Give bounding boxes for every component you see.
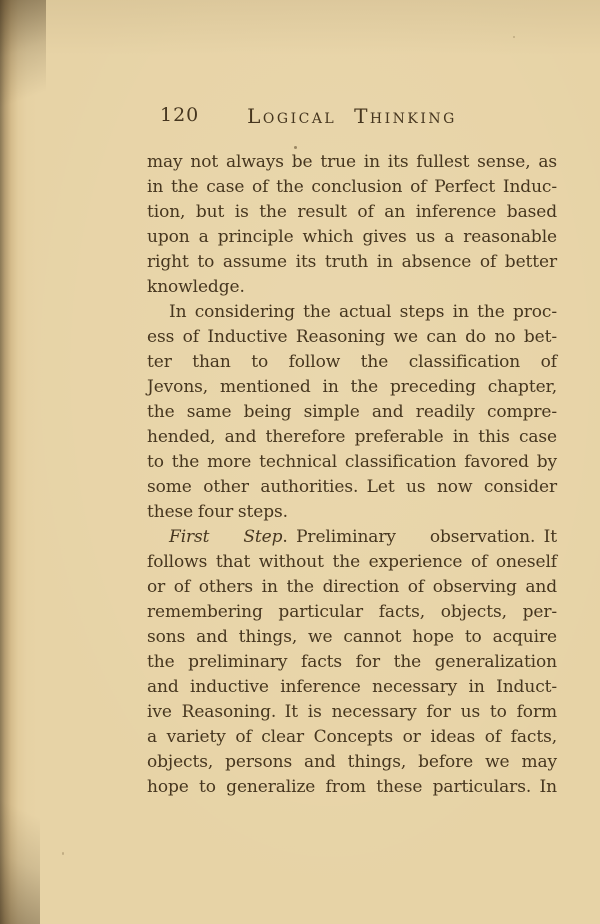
text-segment: these four steps. (147, 502, 288, 522)
text-line (147, 450, 557, 475)
text-segment: follows that without the experience of oneself (147, 552, 557, 572)
text-segment: may not always be true in its fullest sense, as (147, 152, 557, 172)
text-line (147, 150, 557, 175)
text-line (147, 675, 557, 700)
text-line (147, 625, 557, 650)
text-segment: some other authorities. Let us now consider (147, 477, 557, 497)
text-line (147, 425, 557, 450)
running-title: Logical Thinking (247, 104, 457, 128)
text-segment: hended, and therefore preferable in this case (147, 427, 557, 447)
text-segment: right to assume its truth in absence of better (147, 252, 557, 272)
text-segment: and inductive inference necessary in Induct- (147, 677, 557, 697)
text-line (147, 275, 557, 300)
page-corner-shadow-top (0, 0, 46, 150)
text-segment: ess of Inductive Reasoning we can do no bet- (147, 327, 557, 347)
text-line (147, 400, 557, 425)
text-line (147, 250, 557, 275)
text-line (147, 225, 557, 250)
paper-speck (62, 852, 64, 855)
text-segment: hope to generalize from these particulars. In (147, 777, 557, 797)
text-line (147, 300, 557, 325)
text-line (147, 325, 557, 350)
text-segment: . Preliminary observation. It (282, 527, 557, 547)
text-segment: ter than to follow the classification of (147, 352, 557, 372)
paragraph (147, 525, 557, 800)
text-segment: the same being simple and readily compre- (147, 402, 557, 422)
text-segment: upon a principle which gives us a reasonable (147, 227, 557, 247)
text-line (147, 500, 557, 525)
text-line (147, 700, 557, 725)
text-segment: to the more technical classification favored by (147, 452, 557, 472)
text-line (147, 350, 557, 375)
text-segment: in the case of the conclusion of Perfect Induc- (147, 177, 557, 197)
text-segment: objects, persons and things, before we may (147, 752, 557, 772)
text-segment: sons and things, we cannot hope to acquire (147, 627, 557, 647)
paragraph (147, 150, 557, 300)
text-segment: or of others in the direction of observing and (147, 577, 557, 597)
text-segment: a variety of clear Concepts or ideas of facts, (147, 727, 557, 747)
text-segment: In considering the actual steps in the proc- (169, 302, 557, 322)
paper-speck (294, 146, 297, 149)
text-segment: ive Reasoning. It is necessary for us to form (147, 702, 557, 722)
text-line (147, 600, 557, 625)
italic-phrase: First Step (169, 527, 283, 547)
running-header (147, 104, 557, 130)
text-segment: knowledge. (147, 277, 245, 297)
text-line (147, 475, 557, 500)
page-body (147, 150, 557, 800)
text-line (147, 175, 557, 200)
text-line (147, 375, 557, 400)
paper-speck (513, 36, 515, 38)
text-line (147, 550, 557, 575)
page-number: 120 (160, 104, 200, 126)
text-line (147, 525, 557, 550)
text-line (147, 750, 557, 775)
text-segment: Jevons, mentioned in the preceding chapter, (147, 377, 557, 397)
text-segment: the preliminary facts for the generalization (147, 652, 557, 672)
page-corner-shadow-bottom (0, 764, 40, 924)
text-line (147, 575, 557, 600)
text-segment: remembering particular facts, objects, per- (147, 602, 557, 622)
text-line (147, 775, 557, 800)
text-line (147, 650, 557, 675)
text-line (147, 725, 557, 750)
text-segment: tion, but is the result of an inference based (147, 202, 557, 222)
text-line (147, 200, 557, 225)
paragraph (147, 300, 557, 525)
